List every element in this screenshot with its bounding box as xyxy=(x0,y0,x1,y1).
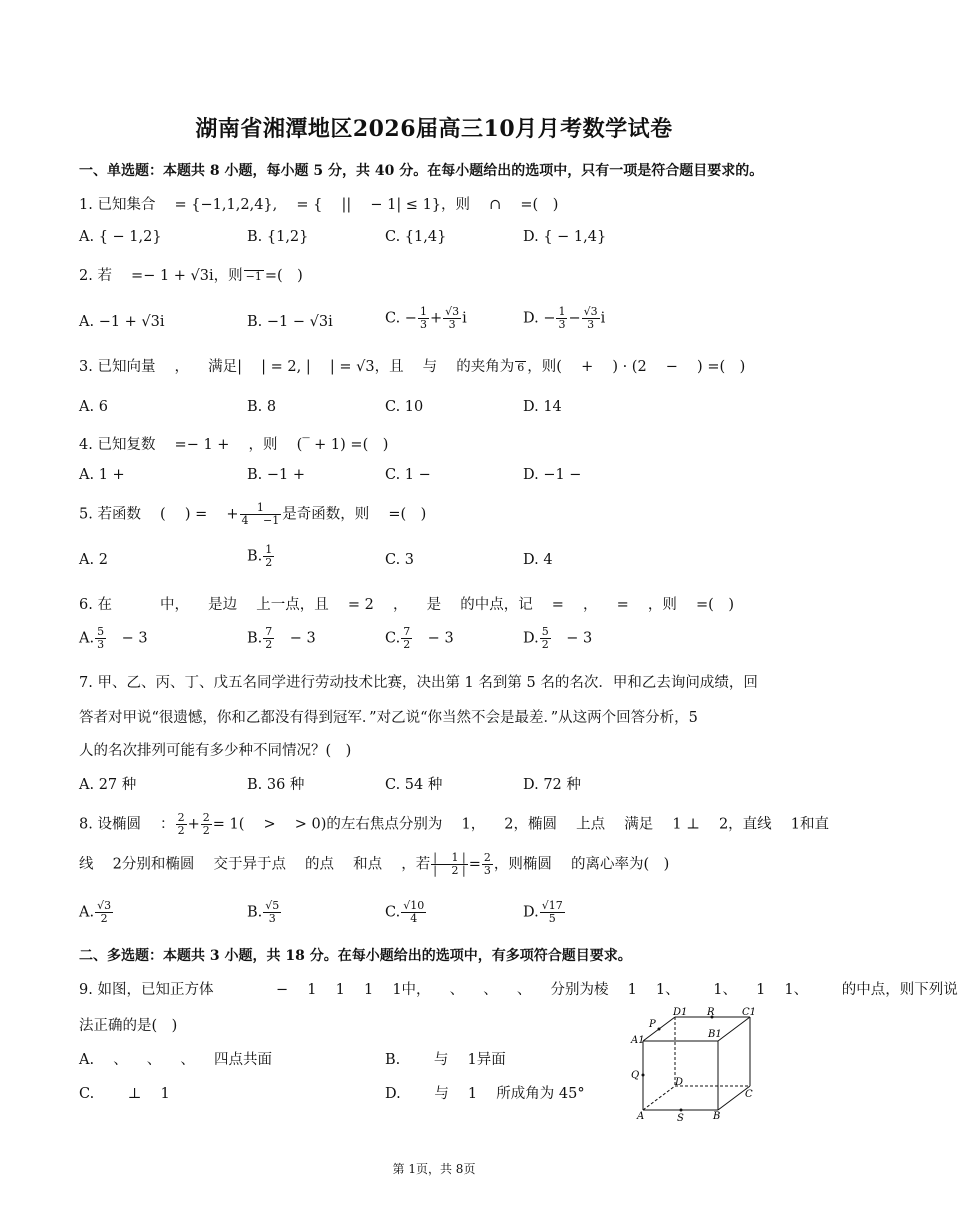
q6-b-pre: B. xyxy=(247,630,263,647)
q6-d-post: − 3 xyxy=(551,630,593,647)
label-C: C xyxy=(745,1089,753,1100)
q8-d-num: √17 xyxy=(541,899,563,912)
q6-a-num: 5 xyxy=(97,625,105,638)
q2-c-f1-num: 1 xyxy=(419,305,427,318)
q8-f4-den: 3 xyxy=(483,864,491,877)
page-title: 湖南省湘潭地区2026届高三10月月考数学试卷 xyxy=(195,116,673,142)
q8-a-pre: A. xyxy=(79,904,95,921)
q5-stem-post: 是奇函数，则 =( ) xyxy=(282,506,427,523)
q8-line2-pre: 线 2分别和椭圆 交于异于点 的点 和点 ，若 xyxy=(79,856,431,873)
edge-B1C1 xyxy=(718,1017,750,1041)
q5-option-a: A. 2 xyxy=(79,552,108,568)
q8-option-d xyxy=(523,900,566,925)
q2-stem-post: =( ) xyxy=(264,268,303,284)
q9-option-c: C. ⊥ 1 xyxy=(79,1086,170,1102)
edge-AD xyxy=(643,1086,675,1110)
q8-c-pre: C. xyxy=(385,904,401,921)
q8-f2-den: 2 xyxy=(202,824,210,837)
q6-d-den: 2 xyxy=(541,638,549,651)
q1-option-b: B. {1,2} xyxy=(247,229,309,245)
q2-frac-den: −1 xyxy=(245,269,262,283)
q2-d-f1-num: 1 xyxy=(558,305,566,318)
point-Q xyxy=(642,1074,645,1077)
q5-b-frac xyxy=(263,544,274,569)
q7-option-c: C. 54 种 xyxy=(385,777,443,793)
q9-option-d: D. 与 1 所成角为 45° xyxy=(385,1086,585,1102)
q3-fraction xyxy=(515,361,526,374)
question-7-line-3: 人的名次排列可能有多少种不同情况？( ) xyxy=(79,743,352,759)
label-B: B xyxy=(713,1111,721,1122)
label-Q: Q xyxy=(631,1070,640,1081)
point-S xyxy=(680,1109,683,1112)
q3-frac-den: 6 xyxy=(517,360,525,374)
q3-option-b: B. 8 xyxy=(247,399,277,415)
question-9-line-2: 法正确的是( ) xyxy=(79,1018,178,1034)
q8-c-num: √10 xyxy=(403,899,425,912)
q2-c-f1-den: 3 xyxy=(419,318,427,331)
q6-d-frac xyxy=(540,626,551,651)
q2-d-frac2 xyxy=(582,306,600,331)
q6-c-den: 2 xyxy=(403,638,411,651)
q7-option-a: A. 27 种 xyxy=(79,777,137,793)
q3-option-c: C. 10 xyxy=(385,399,424,415)
q5-option-d: D. 4 xyxy=(523,552,553,568)
q8-a-num: √3 xyxy=(97,899,112,912)
q8-f1-num: 2 xyxy=(177,811,185,824)
question-9-line-1: 9. 如图，已知正方体 − 1 1 1 1中， 、 、 、 分别为棱 1 1、 1、 1 1、 的中点，则下列说 xyxy=(79,982,958,998)
question-8-line-1 xyxy=(79,812,829,837)
q1-option-d: D. { − 1,4} xyxy=(523,229,607,245)
q6-d-pre: D. xyxy=(523,630,539,647)
q4-option-b: B. −1 + xyxy=(247,467,306,483)
q8-b-frac xyxy=(263,900,281,925)
q8-d-den: 5 xyxy=(548,912,556,925)
label-A: A xyxy=(637,1111,645,1122)
q6-c-num: 7 xyxy=(403,625,411,638)
q9-option-a: A. 、 、 、 四点共面 xyxy=(79,1052,273,1068)
q6-option-b xyxy=(247,626,316,651)
q5-option-c: C. 3 xyxy=(385,552,415,568)
q8-a-frac xyxy=(95,900,113,925)
q8-d-pre: D. xyxy=(523,904,539,921)
q8-b-pre: B. xyxy=(247,904,263,921)
cube-figure xyxy=(625,1005,765,1123)
q8-eq: = xyxy=(468,856,481,873)
q1-option-a: A. { − 1,2} xyxy=(79,229,162,245)
q8-line1-pre: 8. 设椭圆 ： xyxy=(79,816,175,833)
q5-b-num: 1 xyxy=(265,543,273,556)
q5-b-pre: B. xyxy=(247,548,263,565)
q2-d-frac1 xyxy=(556,306,567,331)
question-7-line-2: 答者对甲说“很遗憾，你和乙都没有得到冠军．”对乙说“你当然不会是最差．”从这两个回答分析，5 xyxy=(79,710,698,726)
section-heading-multiple-choice: 二、多选题：本题共 3 小题，共 18 分。在每小题给出的选项中，有多项符合题目要求。 xyxy=(79,948,632,964)
q8-f3-den: | 2 | xyxy=(433,864,466,877)
q2-c-mid: + xyxy=(429,310,443,327)
q6-a-pre: A. xyxy=(79,630,95,647)
q8-f1-den: 2 xyxy=(177,824,185,837)
q8-f4-num: 2 xyxy=(483,851,491,864)
q6-a-den: 3 xyxy=(97,638,105,651)
q8-option-c xyxy=(385,900,427,925)
q2-d-f2-num: √3 xyxy=(583,305,598,318)
q3-option-a: A. 6 xyxy=(79,399,108,415)
q6-b-post: − 3 xyxy=(275,630,316,647)
question-7-line-1: 7. 甲、乙、丙、丁、戊五名同学进行劳动技术比赛，决出第 1 名到第 5 名的名次．甲和乙去询问成绩，回 xyxy=(79,675,758,691)
q8-f2-num: 2 xyxy=(202,811,210,824)
label-A1: A1 xyxy=(631,1035,645,1046)
q8-c-den: 4 xyxy=(410,912,418,925)
q8-b-den: 3 xyxy=(268,912,276,925)
q5-option-b xyxy=(247,544,275,569)
q6-c-pre: C. xyxy=(385,630,401,647)
q6-option-d xyxy=(523,626,592,651)
q8-f3-num: | 1 | xyxy=(433,851,466,864)
q5-frac-den: 4 −1 xyxy=(241,514,280,527)
q8-c-frac xyxy=(401,900,426,925)
question-8-line-2 xyxy=(79,852,669,877)
point-P xyxy=(658,1028,661,1031)
q6-b-frac xyxy=(263,626,274,651)
q9-option-b: B. 与 1异面 xyxy=(385,1052,506,1068)
q6-c-post: − 3 xyxy=(413,630,454,647)
q6-b-num: 7 xyxy=(265,625,273,638)
q6-c-frac xyxy=(401,626,412,651)
q8-frac-1 xyxy=(176,812,187,837)
q6-option-a xyxy=(79,626,148,651)
section-heading-single-choice: 一、单选题：本题共 8 小题，每小题 5 分，共 40 分。在每小题给出的选项中，只有一项是符合题目要求的。 xyxy=(79,163,764,179)
q7-option-b: B. 36 种 xyxy=(247,777,305,793)
label-D: D xyxy=(675,1077,684,1088)
q2-c-f2-den: 3 xyxy=(448,318,456,331)
q2-stem-pre: 2. 若 =− 1 + √3i，则 xyxy=(79,268,243,284)
question-5-stem xyxy=(79,502,426,527)
q2-d-f1-den: 3 xyxy=(558,318,566,331)
q2-option-c xyxy=(385,306,467,331)
q6-option-c xyxy=(385,626,454,651)
q6-a-frac xyxy=(95,626,106,651)
label-B1: B1 xyxy=(708,1029,722,1040)
q8-frac-3 xyxy=(431,852,467,877)
q2-fraction xyxy=(244,270,264,283)
q2-c-pre: C. − xyxy=(385,310,417,327)
q8-frac-4 xyxy=(482,852,493,877)
q3-stem-pre: 3. 已知向量 ， 满足| | = 2, | | = √3，且 与 的夹角为 xyxy=(79,359,515,375)
q2-c-post: i xyxy=(462,310,467,327)
q8-line1-post: = 1( > > 0)的左右焦点分别为 1， 2，椭圆 上点 满足 1 ⊥ 2，直线 1和直 xyxy=(212,816,830,833)
q6-a-post: − 3 xyxy=(107,630,148,647)
q6-d-num: 5 xyxy=(541,625,549,638)
q2-d-f2-den: 3 xyxy=(587,318,595,331)
q5-fraction xyxy=(240,502,282,527)
question-6-stem: 6. 在 中， 是边 上一点，且 = 2 ， 是 的中点，记 = ， = ，则 =( ) xyxy=(79,597,734,613)
q8-option-a xyxy=(79,900,114,925)
q3-option-d: D. 14 xyxy=(523,399,562,415)
page-footer: 第 1页，共 8页 xyxy=(392,1162,476,1176)
q8-line2-post: ，则椭圆 的离心率为( ) xyxy=(493,856,670,873)
q4-option-a: A. 1 + xyxy=(79,467,125,483)
q4-option-c: C. 1 − xyxy=(385,467,431,483)
question-2-stem xyxy=(79,264,303,285)
q8-a-den: 2 xyxy=(100,912,108,925)
label-R: R xyxy=(707,1007,715,1018)
q2-c-f2-num: √3 xyxy=(445,305,460,318)
question-1-stem: 1. 已知集合 = {−1,1,2,4}, = { || − 1| ≤ 1}，则 ∩ =( ) xyxy=(79,197,559,213)
q8-frac-2 xyxy=(201,812,212,837)
q3-stem-post: ，则( + ) · (2 − ) =( ) xyxy=(527,359,746,375)
label-S: S xyxy=(677,1113,684,1124)
label-P: P xyxy=(649,1019,656,1030)
q2-d-mid: − xyxy=(568,310,581,327)
q2-option-b: B. −1 − √3i xyxy=(247,314,333,330)
q4-option-d: D. −1 − xyxy=(523,467,582,483)
q2-option-a: A. −1 + √3i xyxy=(79,314,165,330)
q2-d-post: i xyxy=(600,310,606,327)
q2-d-pre: D. − xyxy=(523,310,556,327)
question-3-stem xyxy=(79,355,745,376)
q7-option-d: D. 72 种 xyxy=(523,777,581,793)
q5-b-den: 2 xyxy=(265,556,273,569)
q5-stem-pre: 5. 若函数 ( ) = + xyxy=(79,506,239,523)
q2-option-d xyxy=(523,306,605,331)
q8-option-b xyxy=(247,900,282,925)
q5-frac-num: 1 xyxy=(240,502,282,515)
q8-plus: + xyxy=(187,816,200,833)
label-D1: D1 xyxy=(673,1007,688,1018)
q8-d-frac xyxy=(540,900,565,925)
q2-c-frac1 xyxy=(418,306,429,331)
q2-c-frac2 xyxy=(443,306,461,331)
q8-b-num: √5 xyxy=(265,899,280,912)
label-C1: C1 xyxy=(742,1007,757,1018)
question-4-stem: 4. 已知复数 =− 1 + ，则 (‾ + 1) =( ) xyxy=(79,437,389,453)
q6-b-den: 2 xyxy=(265,638,273,651)
q1-option-c: C. {1,4} xyxy=(385,229,447,245)
